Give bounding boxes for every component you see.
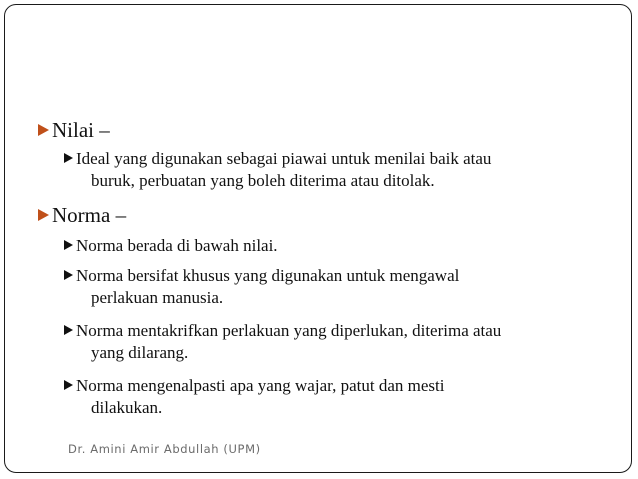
sub-bullet-norma-4: [76, 375, 444, 419]
sub-bullet-line: buruk, perbuatan yang boleh diterima atau ditolak.: [91, 171, 435, 190]
bullet-nilai: [52, 118, 110, 142]
sub-bullet-line: perlakuan manusia.: [91, 288, 224, 307]
sub-bullet-line: Norma bersifat khusus yang digunakan untuk mengawal: [76, 266, 460, 285]
slide-footer: Dr. Amini Amir Abdullah (UPM): [68, 442, 261, 456]
bullet-norma: [52, 203, 126, 227]
sub-bullet-line: Norma berada di bawah nilai.: [76, 236, 278, 255]
sub-bullet-line: Norma mentakrifkan perlakuan yang diperlukan, diterima atau: [76, 321, 502, 340]
sub-bullet-norma-2: [76, 265, 459, 309]
sub-bullet-norma-1: [76, 235, 278, 257]
sub-bullet-marker-icon: [64, 270, 73, 280]
bullet-marker-icon: [38, 124, 49, 136]
sub-bullet-marker-icon: [64, 153, 73, 163]
bullet-marker-icon: [38, 209, 49, 221]
sub-bullet-norma-3: [76, 320, 501, 364]
sub-bullet-line: dilakukan.: [91, 398, 163, 417]
sub-bullet-line: Ideal yang digunakan sebagai piawai untuk menilai baik atau: [76, 149, 492, 168]
sub-bullet-line: Norma mengenalpasti apa yang wajar, patut dan mesti: [76, 376, 445, 395]
bullet-label: Nilai –: [52, 118, 110, 142]
sub-bullet-line: yang dilarang.: [91, 343, 189, 362]
sub-bullet-marker-icon: [64, 325, 73, 335]
sub-bullet-ideal: [76, 148, 491, 192]
bullet-label: Norma –: [52, 203, 127, 227]
sub-bullet-marker-icon: [64, 240, 73, 250]
sub-bullet-marker-icon: [64, 380, 73, 390]
